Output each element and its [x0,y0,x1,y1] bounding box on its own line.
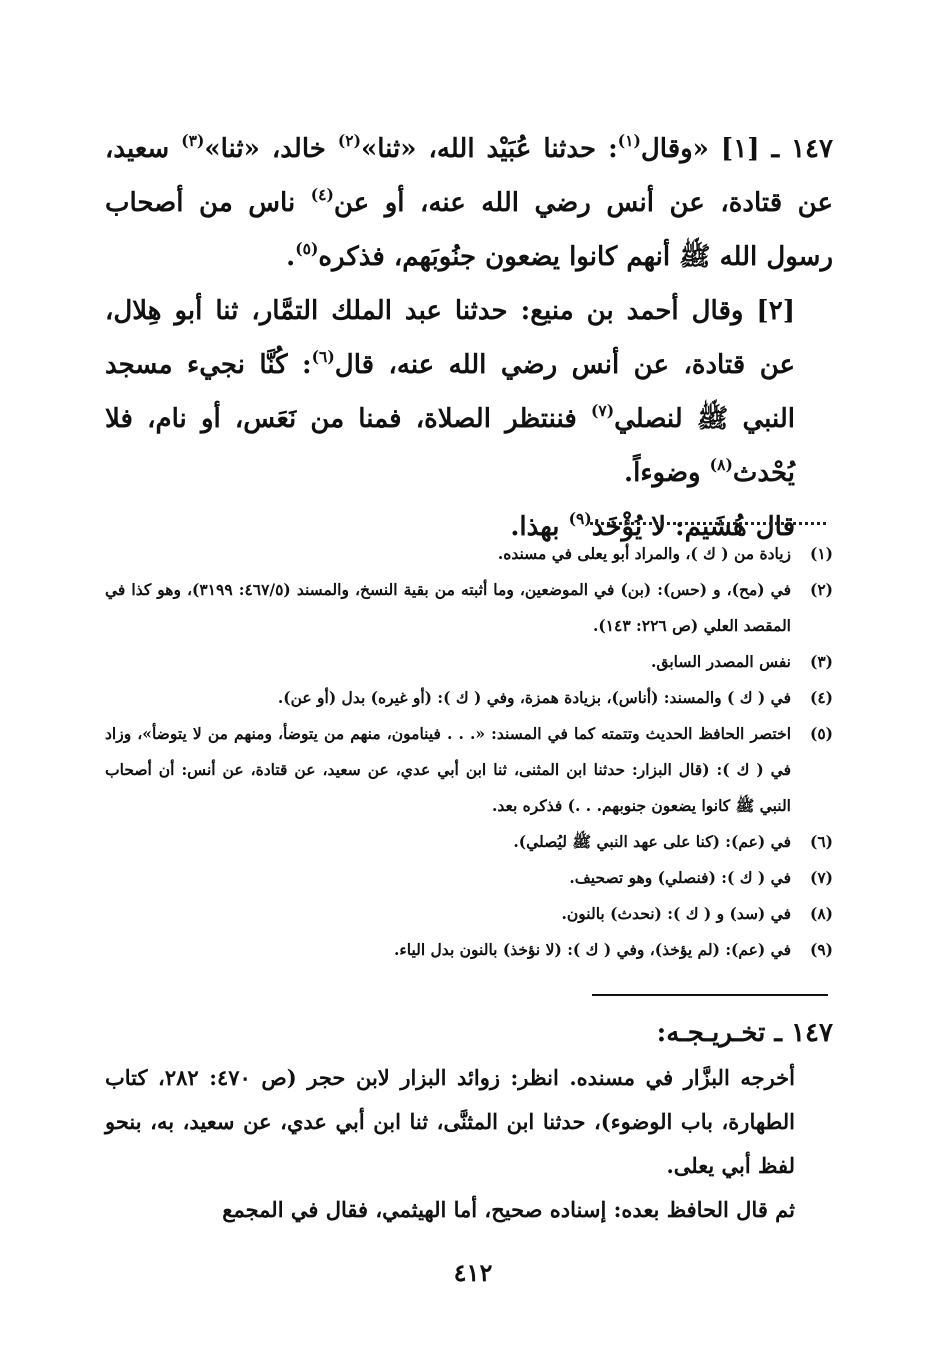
takhrij-paragraph-2: ثم قال الحافظ بعده: إسناده صحيح، أما الهيثمي، فقال في المجمع [222,1197,795,1222]
footnote-ref: (١) [617,131,641,151]
footnote-number: (٢) [809,580,833,599]
footnote [105,716,833,824]
footnote-text: زيادة من ( ك )، والمراد أبو يعلى في مسنده. [497,544,791,563]
footnote-separator [590,508,826,525]
footnote-text: اختصر الحافظ الحديث وتتمته كما في المسند: «. . . فينامون، منهم من يتوضأ، ومنهم من لا يتوضأ»، وزاد في ( ك ): (قال البزار: حدثنا ابن المثنى، ثنا ابن أبي عدي، عن سعيد، عن قتادة، عن أنس: أن أصحاب النبي ﷺ كانوا يضعون جنوبهم. . .) فذكره بعد. [105,724,791,815]
footnote-text: نفس المصدر السابق. [651,652,791,671]
page-number: ٤١٢ [453,1258,493,1287]
section-rule [592,994,828,996]
footnote-ref: (٨) [709,455,733,475]
footnote-text: في (عم): (كنا على عهد النبي ﷺ ليُصلي). [513,832,791,851]
footnote-number: (٤) [809,688,833,707]
takhrij-heading: ١٤٧ ـ تخـريـجـه: [656,1018,833,1048]
text-run: . [286,242,296,272]
footnote [105,932,833,968]
text-run: قال هُشَيم: لا يُؤْخَذ [591,512,795,542]
footnote [105,644,833,680]
footnote-ref: (٣) [181,131,205,151]
footnote-number: (٩) [809,940,833,959]
takhrij-text [105,1056,833,1232]
footnotes [105,536,833,968]
footnote-text: في (عم): (لم يؤخذ)، وفي ( ك ): (لا نؤخذ) بالنون بدل الياء. [394,940,791,959]
footnote [105,896,833,932]
footnote-text: في (سد) و ( ك ): (نحدث) بالنون. [561,904,791,923]
takhrij-paragraph-1: أخرجه البزَّار في مسنده. انظر: زوائد البزار لابن حجر (ص ٤٧٠: ٢٨٢، كتاب الطهارة، باب الوضوء)، حدثنا ابن المثنَّى، ثنا ابن أبي عدي، عن سعيد، به، بنحو لفظ أبي يعلى. [105,1065,795,1178]
text-run: [٢] وقال أحمد بن منيع: حدثنا عبد الملك التمَّار، ثنا أبو هِلال، عن قتادة، عن أنس رضي الله عنه، قال [105,296,796,380]
footnote [105,824,833,860]
footnote-ref: (٢) [337,131,361,151]
footnote [105,536,833,572]
hadith-paragraph-1 [105,122,833,284]
text-run: : حدثنا عُبَيْد الله، «ثنا» [360,134,618,164]
footnote-text: في ( ك ) والمسند: (أناس)، بزيادة همزة، وفي ( ك ): (أو غيره) بدل (أو عن). [277,688,791,707]
footnote-ref: (٤) [310,185,334,205]
text-run: ناس من أصحاب رسول الله ﷺ أنهم كانوا يضعون جنُوبَهم، فذكره [105,188,833,272]
footnote-number: (٨) [809,904,833,923]
text-run: وضوءاً. [624,458,710,488]
text-run: فننتظر الصلاة، فمنا من نَعَس، أو نام، فلا يُحْدث [105,404,795,488]
footnote-number: (٦) [809,832,833,851]
text-run: ١٤٧ ـ [١] «وقال [640,134,833,164]
text-run: : كُنَّا نجيء مسجد النبي ﷺ لنصلي [105,350,795,434]
footnote-ref: (٦) [311,347,335,367]
footnote-ref: (٩) [568,509,592,529]
hadith-paragraph-2 [105,284,833,500]
footnote [105,860,833,896]
footnote-number: (٣) [809,652,833,671]
text-run: بهذا. [510,512,569,542]
footnote-number: (١) [809,544,833,563]
text-run: خالد، «ثنا» [204,134,338,164]
footnote-number: (٧) [809,868,833,887]
footnote [105,572,833,644]
text-run: سعيد، عن قتادة، عن أنس رضي الله عنه، أو عن [105,134,833,218]
main-text [105,120,833,554]
footnote [105,680,833,716]
footnote-text: في (مح)، و (حس): (بن) في الموضعين، وما أثبته من بقية النسخ، والمسند (٤٦٧/٥: ٣١٩٩)، وهو كذا في المقصد العلي (ص ٢٢٦: ١٤٣). [105,580,792,635]
footnote-ref: (٧) [590,401,615,421]
footnote-text: في ( ك ): (فنصلي) وهو تصحيف. [569,868,791,887]
footnote-number: (٥) [809,724,833,743]
footnote-ref: (٥) [295,239,319,259]
